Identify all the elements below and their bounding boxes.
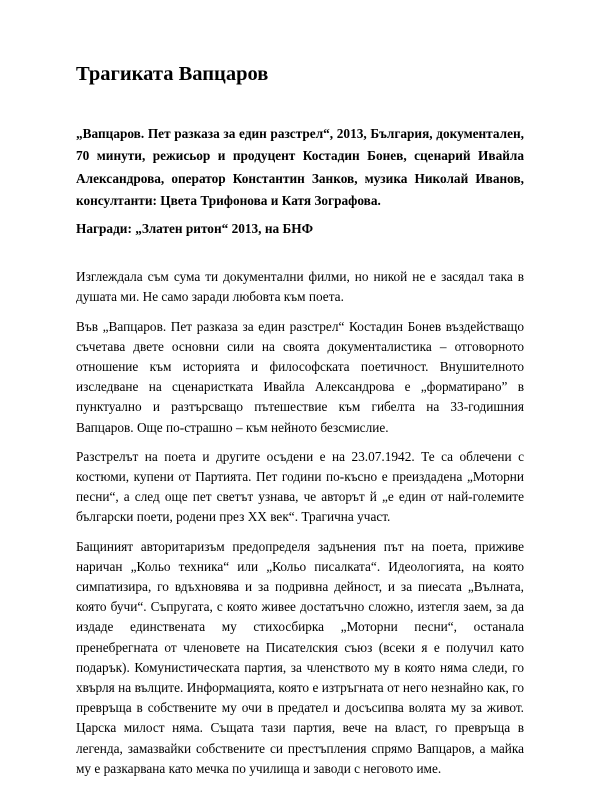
paragraph: Бащиният авторитаризъм предопределя задънения път на поета, приживе наричан „Кольо техника“ или „Кольо писалката“. Идеологията, на която симпатизира, го вдъхновява и за подривна дейност, и за пиесата „Вълната, която бучи“. Съпругата, с която живее достатъчно сложно, изтегля заем, за да издаде единствената му стихосбирка „Моторни песни“, останала пренебрегната от членовете на Писателския съюз (всеки я е получил като подарък). Комунистическата партия, за членството му в която няма следи, го хвърля на вълците. Информацията, която е изтръгната от него незнайно как, го превръща в собствените му очи в предател и досъсипва волята му за живот. Царска милост няма. Същата тази партия, вече на власт, го превръща в легенда, замазвайки собствените си престъпления спрямо Вапцаров, а майка му е разкарвана като мечка по училища и заводи с неговото име. <box>76 538 524 776</box>
paragraph: Във „Вапцаров. Пет разказа за един разстрел“ Костадин Бонев въздействащо съчетава двете основни сили на своята документалистика – отговорното отношение към историята и философската поетичност. Внушителното изследване на сценаристката Ивайла Александрова е „форматирано” в пунктуално и разтърсващо пътешествие към гибелта на 33-годишния Вапцаров. Още по-страшно – към нейното безсмислие. <box>76 318 524 435</box>
paragraph: Изглеждала съм сума ти документални филми, но никой не е засядал така в душата ми. Не само заради любовта към поета. <box>76 269 524 305</box>
film-awards: Награди: „Златен ритон“ 2013, на БНФ <box>76 220 314 236</box>
film-credits: „Вапцаров. Пет разказа за един разстрел“, 2013, България, документален, 70 минути, режисьор и продуцент Костадин Бонев, сценарий Ивайла Александрова, оператор Константин Занков, музика Николай Иванов, консултанти: Цвета Трифонова и Катя Зографова. <box>76 125 524 209</box>
article-title: Трагиката Вапцаров <box>76 63 269 85</box>
document-page <box>76 62 524 788</box>
paragraph: Разстрелът на поета и другите осъдени е на 23.07.1942. Те са облечени с костюми, купени от Партията. Пет години по-късно е преиздадена „Моторни песни“, а след още пет светът узнава, че авторът й „е един от най-големите български поети, родени през XX век“. Трагична участ. <box>76 448 524 525</box>
article-body <box>76 267 524 779</box>
